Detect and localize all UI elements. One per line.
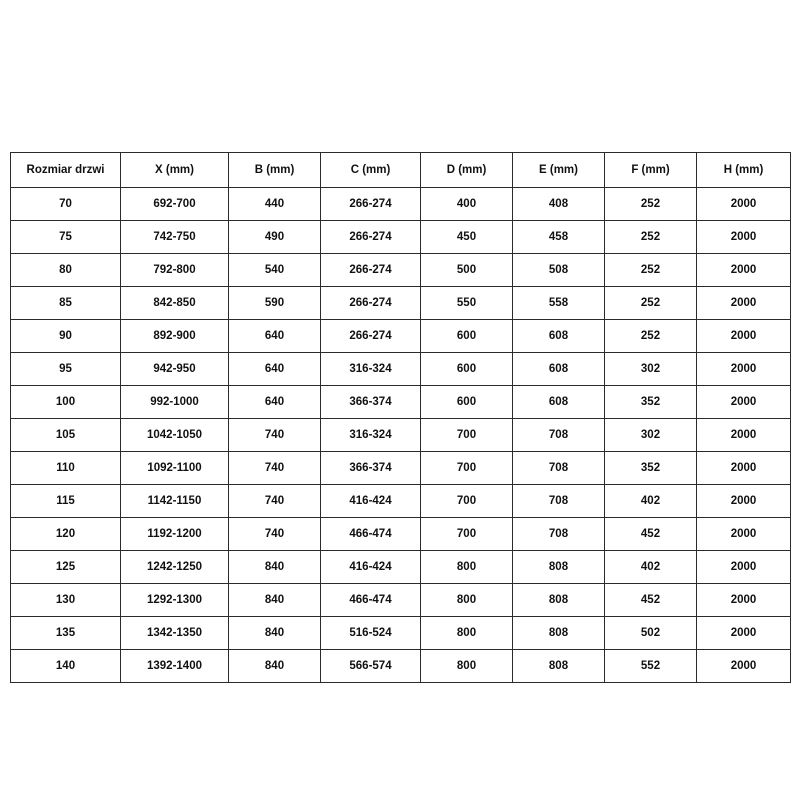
cell-f: 252 xyxy=(605,254,697,287)
cell-x: 1092-1100 xyxy=(121,452,229,485)
cell-size: 95 xyxy=(11,353,121,386)
table-row xyxy=(11,551,791,584)
table-row xyxy=(11,518,791,551)
cell-size: 130 xyxy=(11,584,121,617)
table-row xyxy=(11,188,791,221)
cell-d: 800 xyxy=(421,617,513,650)
cell-h: 2000 xyxy=(697,551,791,584)
cell-e: 708 xyxy=(513,485,605,518)
cell-b: 840 xyxy=(229,650,321,683)
cell-c: 416-424 xyxy=(321,485,421,518)
cell-b: 740 xyxy=(229,518,321,551)
cell-f: 502 xyxy=(605,617,697,650)
column-header-h: H (mm) xyxy=(697,153,791,188)
table-row xyxy=(11,452,791,485)
cell-c: 316-324 xyxy=(321,353,421,386)
cell-h: 2000 xyxy=(697,386,791,419)
cell-size: 70 xyxy=(11,188,121,221)
cell-h: 2000 xyxy=(697,485,791,518)
cell-e: 608 xyxy=(513,320,605,353)
column-header-e: E (mm) xyxy=(513,153,605,188)
cell-e: 808 xyxy=(513,584,605,617)
cell-f: 452 xyxy=(605,584,697,617)
cell-f: 302 xyxy=(605,419,697,452)
cell-e: 808 xyxy=(513,617,605,650)
table-row xyxy=(11,287,791,320)
cell-f: 252 xyxy=(605,188,697,221)
cell-e: 808 xyxy=(513,650,605,683)
cell-size: 85 xyxy=(11,287,121,320)
cell-size: 135 xyxy=(11,617,121,650)
cell-b: 740 xyxy=(229,485,321,518)
cell-size: 120 xyxy=(11,518,121,551)
cell-f: 402 xyxy=(605,485,697,518)
cell-e: 508 xyxy=(513,254,605,287)
cell-h: 2000 xyxy=(697,254,791,287)
table-row xyxy=(11,419,791,452)
cell-d: 700 xyxy=(421,452,513,485)
cell-f: 252 xyxy=(605,221,697,254)
cell-f: 302 xyxy=(605,353,697,386)
cell-x: 692-700 xyxy=(121,188,229,221)
cell-d: 800 xyxy=(421,650,513,683)
cell-d: 550 xyxy=(421,287,513,320)
cell-f: 252 xyxy=(605,320,697,353)
table-header xyxy=(11,153,791,188)
cell-c: 266-274 xyxy=(321,287,421,320)
cell-e: 708 xyxy=(513,518,605,551)
column-header-f: F (mm) xyxy=(605,153,697,188)
cell-h: 2000 xyxy=(697,452,791,485)
cell-b: 490 xyxy=(229,221,321,254)
cell-f: 252 xyxy=(605,287,697,320)
cell-b: 640 xyxy=(229,320,321,353)
cell-x: 942-950 xyxy=(121,353,229,386)
cell-h: 2000 xyxy=(697,221,791,254)
table-row xyxy=(11,320,791,353)
cell-h: 2000 xyxy=(697,617,791,650)
cell-d: 700 xyxy=(421,518,513,551)
cell-e: 808 xyxy=(513,551,605,584)
cell-h: 2000 xyxy=(697,320,791,353)
cell-size: 105 xyxy=(11,419,121,452)
cell-b: 840 xyxy=(229,617,321,650)
column-header-x: X (mm) xyxy=(121,153,229,188)
cell-b: 590 xyxy=(229,287,321,320)
cell-h: 2000 xyxy=(697,650,791,683)
table-row xyxy=(11,221,791,254)
cell-c: 366-374 xyxy=(321,452,421,485)
table-header-row xyxy=(11,153,791,188)
cell-x: 1192-1200 xyxy=(121,518,229,551)
cell-c: 416-424 xyxy=(321,551,421,584)
cell-c: 466-474 xyxy=(321,518,421,551)
table-row xyxy=(11,584,791,617)
table-body xyxy=(11,188,791,683)
cell-e: 608 xyxy=(513,386,605,419)
cell-d: 700 xyxy=(421,485,513,518)
table-row xyxy=(11,353,791,386)
cell-f: 552 xyxy=(605,650,697,683)
cell-x: 792-800 xyxy=(121,254,229,287)
table-row xyxy=(11,617,791,650)
cell-d: 800 xyxy=(421,584,513,617)
cell-b: 740 xyxy=(229,452,321,485)
cell-x: 992-1000 xyxy=(121,386,229,419)
cell-h: 2000 xyxy=(697,419,791,452)
cell-f: 352 xyxy=(605,386,697,419)
cell-d: 800 xyxy=(421,551,513,584)
cell-h: 2000 xyxy=(697,584,791,617)
cell-b: 540 xyxy=(229,254,321,287)
cell-c: 466-474 xyxy=(321,584,421,617)
cell-d: 500 xyxy=(421,254,513,287)
cell-c: 366-374 xyxy=(321,386,421,419)
cell-h: 2000 xyxy=(697,353,791,386)
cell-size: 125 xyxy=(11,551,121,584)
cell-b: 840 xyxy=(229,584,321,617)
cell-size: 140 xyxy=(11,650,121,683)
cell-c: 566-574 xyxy=(321,650,421,683)
cell-b: 640 xyxy=(229,386,321,419)
cell-d: 600 xyxy=(421,320,513,353)
cell-e: 458 xyxy=(513,221,605,254)
cell-x: 1292-1300 xyxy=(121,584,229,617)
cell-e: 608 xyxy=(513,353,605,386)
column-header-b: B (mm) xyxy=(229,153,321,188)
specification-table-container xyxy=(10,152,790,683)
cell-size: 115 xyxy=(11,485,121,518)
cell-x: 1242-1250 xyxy=(121,551,229,584)
cell-size: 75 xyxy=(11,221,121,254)
cell-c: 266-274 xyxy=(321,221,421,254)
cell-f: 402 xyxy=(605,551,697,584)
table-row xyxy=(11,485,791,518)
cell-x: 1342-1350 xyxy=(121,617,229,650)
cell-size: 110 xyxy=(11,452,121,485)
cell-x: 842-850 xyxy=(121,287,229,320)
column-header-c: C (mm) xyxy=(321,153,421,188)
cell-h: 2000 xyxy=(697,188,791,221)
cell-x: 1142-1150 xyxy=(121,485,229,518)
cell-d: 700 xyxy=(421,419,513,452)
cell-x: 892-900 xyxy=(121,320,229,353)
cell-e: 408 xyxy=(513,188,605,221)
cell-e: 558 xyxy=(513,287,605,320)
cell-e: 708 xyxy=(513,452,605,485)
cell-h: 2000 xyxy=(697,518,791,551)
cell-b: 840 xyxy=(229,551,321,584)
cell-b: 640 xyxy=(229,353,321,386)
cell-d: 450 xyxy=(421,221,513,254)
table-row xyxy=(11,650,791,683)
cell-c: 266-274 xyxy=(321,254,421,287)
cell-d: 600 xyxy=(421,386,513,419)
cell-x: 1392-1400 xyxy=(121,650,229,683)
cell-size: 100 xyxy=(11,386,121,419)
cell-e: 708 xyxy=(513,419,605,452)
table-row xyxy=(11,254,791,287)
cell-c: 516-524 xyxy=(321,617,421,650)
cell-b: 740 xyxy=(229,419,321,452)
column-header-d: D (mm) xyxy=(421,153,513,188)
cell-h: 2000 xyxy=(697,287,791,320)
cell-d: 400 xyxy=(421,188,513,221)
cell-d: 600 xyxy=(421,353,513,386)
cell-x: 1042-1050 xyxy=(121,419,229,452)
specification-table xyxy=(10,152,791,683)
table-row xyxy=(11,386,791,419)
cell-c: 316-324 xyxy=(321,419,421,452)
cell-f: 452 xyxy=(605,518,697,551)
cell-size: 80 xyxy=(11,254,121,287)
cell-x: 742-750 xyxy=(121,221,229,254)
cell-size: 90 xyxy=(11,320,121,353)
cell-c: 266-274 xyxy=(321,188,421,221)
column-header-rozmiar-drzwi: Rozmiar drzwi xyxy=(11,153,121,188)
cell-f: 352 xyxy=(605,452,697,485)
cell-c: 266-274 xyxy=(321,320,421,353)
cell-b: 440 xyxy=(229,188,321,221)
